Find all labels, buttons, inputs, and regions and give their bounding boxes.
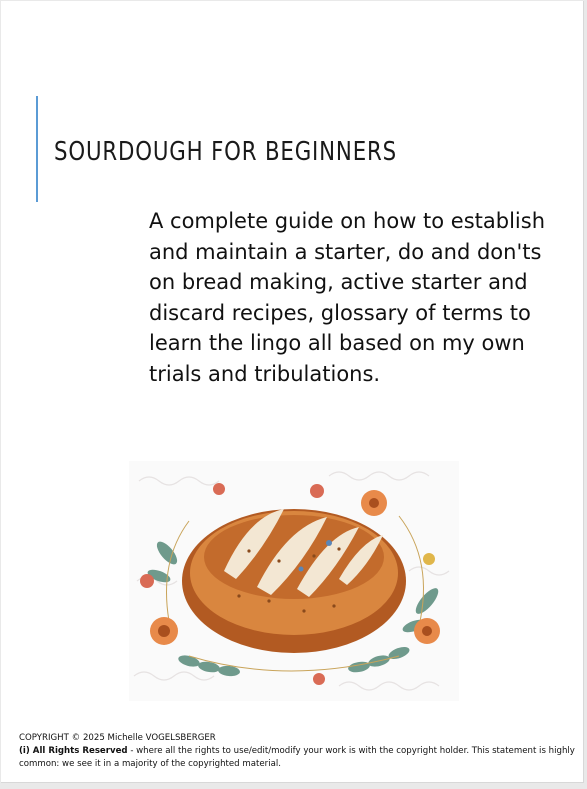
rights-text: - where all the rights to use/edit/modify your work is with the copyright holder. This statement is highly common: we see it in a majority of the copyrighted material. <box>19 746 575 769</box>
copyright-footer <box>19 732 575 771</box>
copyright-line: COPYRIGHT © 2025 Michelle VOGELSBERGER <box>19 733 216 743</box>
document-description: A complete guide on how to establish and maintain a starter, do and don'ts on bread making, active starter and discard recipes, glossary of terms to learn the lingo all based on my own trials and tribulations. <box>149 209 546 386</box>
document-page <box>1 1 584 783</box>
sourdough-loaf-floral-icon <box>129 461 459 701</box>
rights-statement <box>19 745 575 771</box>
document-title: SOURDOUGH FOR BEGINNERS <box>54 137 397 167</box>
title-accent-rule <box>36 96 38 202</box>
rights-label: (i) All Rights Reserved <box>19 746 128 756</box>
sourdough-loaf-illustration <box>129 461 459 701</box>
